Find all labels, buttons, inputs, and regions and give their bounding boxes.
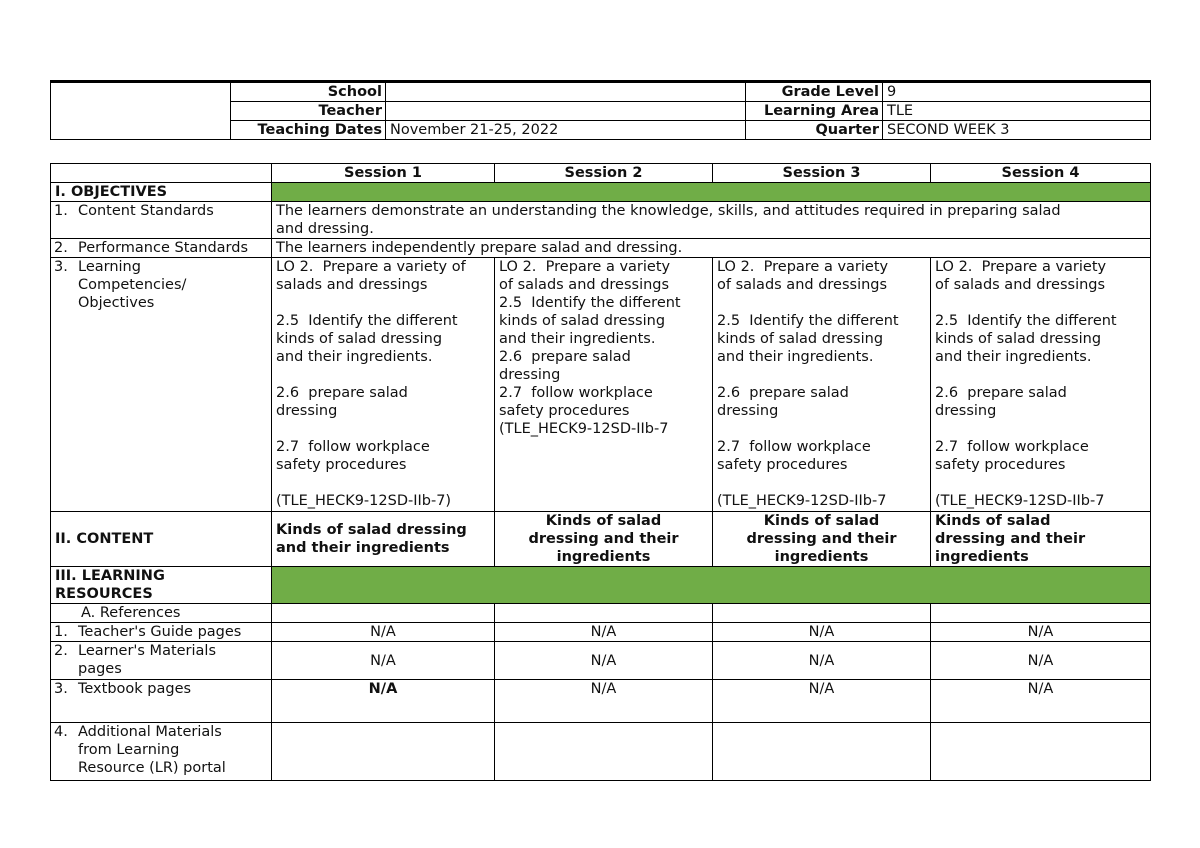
objectives-heading-row <box>51 183 1151 202</box>
competencies-label-line-2: Competencies/ <box>78 277 187 293</box>
text-line: 2.7 follow workplace <box>717 439 871 455</box>
text-line: 2.6 prepare salad <box>935 385 1067 401</box>
school-value <box>386 82 746 102</box>
competencies-session-1 <box>272 258 495 512</box>
learners-materials-label-line-1: Learner's Materials <box>78 643 217 659</box>
competencies-label-line-1: Learning <box>78 259 141 275</box>
text-line: kinds of salad dressing <box>276 331 443 347</box>
additional-materials-session-2 <box>495 723 713 781</box>
content-standards-line-1: The learners demonstrate an understanding the knowledge, skills, and attitudes required in preparing salad <box>276 203 1061 219</box>
text-line: safety procedures <box>717 457 848 473</box>
competencies-num: 3. <box>54 259 68 275</box>
additional-materials-session-1 <box>272 723 495 781</box>
competencies-session-4 <box>931 258 1151 512</box>
text-line: and their ingredients. <box>499 331 656 347</box>
text-line <box>276 474 490 492</box>
content-standards-line-2: and dressing. <box>276 221 374 237</box>
learners-materials-session-1: N/A <box>272 642 495 680</box>
learning-area-label: Learning Area <box>746 102 883 121</box>
performance-standards-label: Performance Standards <box>78 240 249 256</box>
content-session-3 <box>713 512 931 567</box>
session-4-header: Session 4 <box>931 164 1151 183</box>
text-line: ingredients <box>935 549 1029 565</box>
quarter-value: SECOND WEEK 3 <box>883 121 1151 140</box>
teaching-dates-label: Teaching Dates <box>231 121 386 140</box>
performance-standards-row <box>51 239 1151 258</box>
text-line: 2.5 Identify the different <box>276 313 458 329</box>
session-2-header: Session 2 <box>495 164 713 183</box>
text-line: safety procedures <box>276 457 407 473</box>
text-line: 2.5 Identify the different <box>499 295 681 311</box>
content-session-2 <box>495 512 713 567</box>
teaching-dates-value: November 21-25, 2022 <box>386 121 746 140</box>
text-line: dressing <box>935 403 997 419</box>
learners-materials-label-line-2: pages <box>78 661 122 677</box>
content-standards-label: Content Standards <box>78 203 214 219</box>
text-line <box>717 366 926 384</box>
text-line <box>717 294 926 312</box>
content-standards-label-cell <box>51 202 272 239</box>
teachers-guide-session-1: N/A <box>272 623 495 642</box>
text-line: 2.7 follow workplace <box>276 439 430 455</box>
text-line: 2.5 Identify the different <box>717 313 899 329</box>
text-line: ingredients <box>774 549 869 565</box>
text-line: (TLE_HECK9-12SD-IIb-7 <box>935 493 1105 509</box>
resource-num: 3. <box>54 681 68 697</box>
grade-level-value: 9 <box>883 82 1151 102</box>
additional-materials-label-line-3: Resource (LR) portal <box>78 760 226 776</box>
learners-materials-session-2: N/A <box>495 642 713 680</box>
text-line: Kinds of salad <box>935 513 1051 529</box>
content-standards-row <box>51 202 1151 239</box>
resource-num: 4. <box>54 724 68 740</box>
text-line: kinds of salad dressing <box>499 313 666 329</box>
resources-heading-row <box>51 567 1151 604</box>
school-label: School <box>231 82 386 102</box>
competencies-session-2 <box>495 258 713 512</box>
text-line: LO 2. Prepare a variety <box>717 259 889 275</box>
text-line: LO 2. Prepare a variety <box>935 259 1107 275</box>
resource-row-learners-materials <box>51 642 1151 680</box>
resources-heading <box>51 567 272 604</box>
text-line: safety procedures <box>935 457 1066 473</box>
text-line: of salads and dressings <box>499 277 670 293</box>
text-line: dressing <box>276 403 338 419</box>
text-line: dressing <box>717 403 779 419</box>
text-line <box>717 474 926 492</box>
resources-heading-line-1: III. LEARNING <box>55 568 165 584</box>
text-line: Kinds of salad <box>763 513 880 529</box>
text-line: dressing and their <box>935 531 1086 547</box>
teacher-label: Teacher <box>231 102 386 121</box>
session-3-header: Session 3 <box>713 164 931 183</box>
text-line: and their ingredients. <box>276 349 433 365</box>
text-line: dressing and their <box>746 531 897 547</box>
references-row <box>51 604 1151 623</box>
grade-level-label: Grade Level <box>746 82 883 102</box>
text-line: and their ingredients <box>276 540 450 556</box>
teachers-guide-session-4: N/A <box>931 623 1151 642</box>
additional-materials-session-3 <box>713 723 931 781</box>
text-line: LO 2. Prepare a variety <box>499 259 671 275</box>
text-line: 2.7 follow workplace <box>499 385 653 401</box>
text-line: 2.7 follow workplace <box>935 439 1089 455</box>
content-standards-text <box>272 202 1151 239</box>
text-line: of salads and dressings <box>935 277 1106 293</box>
text-line: 2.6 prepare salad <box>499 349 631 365</box>
text-line: (TLE_HECK9-12SD-IIb-7 <box>499 421 669 437</box>
performance-standards-label-cell <box>51 239 272 258</box>
additional-materials-session-4 <box>931 723 1151 781</box>
text-line: ingredients <box>556 549 651 565</box>
header-table <box>50 80 1151 140</box>
content-session-1 <box>272 512 495 567</box>
teachers-guide-session-2: N/A <box>495 623 713 642</box>
content-session-4 <box>931 512 1151 567</box>
content-row <box>51 512 1151 567</box>
text-line <box>276 420 490 438</box>
performance-standards-text: The learners independently prepare salad and dressing. <box>272 239 1151 258</box>
text-line: (TLE_HECK9-12SD-IIb-7 <box>717 493 887 509</box>
text-line <box>276 366 490 384</box>
learning-area-value: TLE <box>883 102 1151 121</box>
resource-num: 2. <box>54 643 68 659</box>
textbook-session-3: N/A <box>713 680 931 723</box>
text-line: dressing <box>499 367 561 383</box>
resource-row-teachers-guide <box>51 623 1151 642</box>
text-line: of salads and dressings <box>717 277 888 293</box>
resource-row-additional-materials <box>51 723 1151 781</box>
lesson-plan-table <box>50 163 1151 781</box>
text-line: 2.6 prepare salad <box>276 385 408 401</box>
competencies-label-cell <box>51 258 272 512</box>
logo-cell <box>51 82 231 140</box>
quarter-label: Quarter <box>746 121 883 140</box>
competencies-row <box>51 258 1151 512</box>
text-line: and their ingredients. <box>717 349 874 365</box>
text-line <box>935 474 1146 492</box>
resource-row-textbook <box>51 680 1151 723</box>
resources-green-band <box>272 567 1151 604</box>
textbook-session-1: N/A <box>272 680 495 723</box>
textbook-session-2: N/A <box>495 680 713 723</box>
text-line <box>935 366 1146 384</box>
text-line <box>935 294 1146 312</box>
performance-standards-num: 2. <box>54 240 68 256</box>
text-line: dressing and their <box>528 531 679 547</box>
text-line <box>717 420 926 438</box>
resource-num: 1. <box>54 624 68 640</box>
content-heading: II. CONTENT <box>51 512 272 567</box>
content-standards-num: 1. <box>54 203 68 219</box>
text-line <box>935 420 1146 438</box>
text-line: salads and dressings <box>276 277 428 293</box>
text-line: safety procedures <box>499 403 630 419</box>
text-line: 2.5 Identify the different <box>935 313 1117 329</box>
additional-materials-label-line-1: Additional Materials <box>78 724 222 740</box>
text-line: kinds of salad dressing <box>935 331 1102 347</box>
teacher-value <box>386 102 746 121</box>
session-header-row <box>51 164 1151 183</box>
resources-heading-line-2: RESOURCES <box>55 586 153 602</box>
text-line: LO 2. Prepare a variety of <box>276 259 466 275</box>
textbook-session-4: N/A <box>931 680 1151 723</box>
text-line: Kinds of salad <box>545 513 662 529</box>
text-line: and their ingredients. <box>935 349 1092 365</box>
teachers-guide-label: Teacher's Guide pages <box>78 624 242 640</box>
objectives-heading: I. OBJECTIVES <box>51 183 272 202</box>
text-line: kinds of salad dressing <box>717 331 884 347</box>
learners-materials-session-4: N/A <box>931 642 1151 680</box>
references-label: A. References <box>51 604 272 623</box>
teachers-guide-session-3: N/A <box>713 623 931 642</box>
textbook-label: Textbook pages <box>78 681 192 697</box>
text-line: 2.6 prepare salad <box>717 385 849 401</box>
text-line: (TLE_HECK9-12SD-IIb-7) <box>276 493 452 509</box>
learners-materials-session-3: N/A <box>713 642 931 680</box>
competencies-label-line-3: Objectives <box>78 295 155 311</box>
text-line: Kinds of salad dressing <box>276 522 467 538</box>
text-line <box>276 294 490 312</box>
additional-materials-label-line-2: from Learning <box>78 742 180 758</box>
objectives-green-band <box>272 183 1151 202</box>
competencies-session-3 <box>713 258 931 512</box>
session-1-header: Session 1 <box>272 164 495 183</box>
